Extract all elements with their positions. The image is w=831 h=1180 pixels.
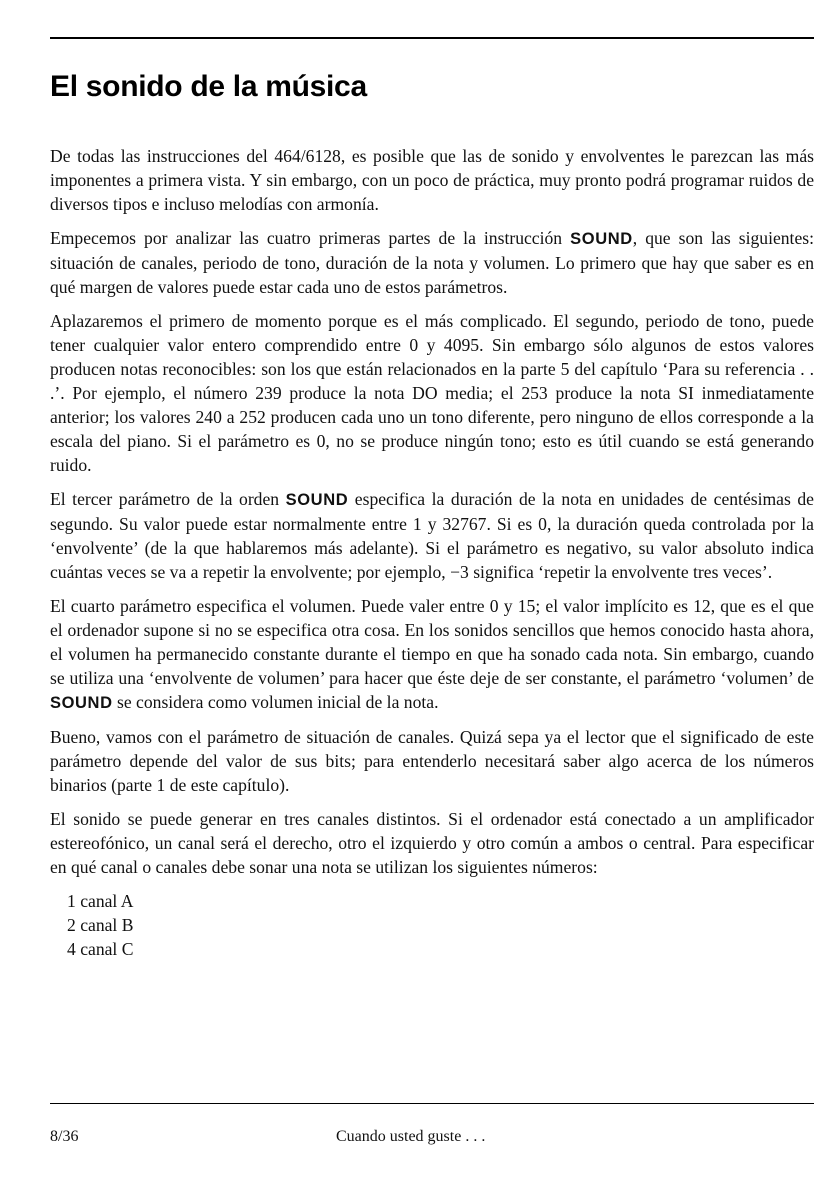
paragraph-channels: El sonido se puede generar en tres canales distintos. Si el ordenador está conectado a un amplificador estereofónico, un canal será el derecho, otro el izquierdo y otro común a ambos o central. Para especificar en qué canal o canales debe sonar una nota se utilizan los siguientes números: [50, 809, 814, 877]
running-title: Cuando usted guste . . . [336, 1128, 486, 1145]
page-title: El sonido de la música [50, 70, 367, 103]
paragraph-channels-intro: Bueno, vamos con el parámetro de situación de canales. Quizá sepa ya el lector que el significado de este parámetro depende del valor de sus bits; para entenderlo necesitará saber algo acerca de los números binarios (parte 1 de este capítulo). [50, 727, 814, 795]
list-item: 1 canal A [67, 891, 134, 911]
keyword-sound: SOUND [285, 491, 349, 509]
list-item: 4 canal C [67, 939, 134, 959]
body-text [50, 144, 814, 961]
paragraph-sound-parts: Empecemos por analizar las cuatro primeras partes de la instrucción SOUND, que son las siguientes: situación de canales, periodo de tono, duración de la nota y volumen. Lo primero que hay que saber es en qué margen de valores puede estar cada uno de estos parámetros. [50, 228, 814, 297]
paragraph-volume: El cuarto parámetro especifica el volumen. Puede valer entre 0 y 15; el valor implícito es 12, que es el que el ordenador supone si no se especifica otra cosa. En los sonidos sencillos que hemos conocido hasta ahora, el volumen ha permanecido constante durante el tiempo en que ha sonado cada nota. Sin embargo, cuando se utiliza una ‘envolvente de volumen’ para hacer que éste deje de ser constante, el parámetro ‘volumen’ de SOUND se considera como volumen inicial de la nota. [50, 596, 814, 712]
page-number: 8/36 [50, 1128, 79, 1145]
keyword-sound: SOUND [50, 694, 113, 712]
channel-list [50, 889, 814, 961]
paragraph-tone-period: Aplazaremos el primero de momento porque es el más complicado. El segundo, periodo de tono, puede tener cualquier valor entero comprendido entre 0 y 4095. Sin embargo sólo algunos de estos valores producen notas reconocibles: son los que están relacionados en la parte 5 del capítulo ‘Para su referencia . . .’. Por ejemplo, el número 239 produce la nota DO media; el 253 produce la nota SI inmediatamente anterior; los valores 240 a 252 producen cada uno un tono diferente, pero ninguno de ellos corresponde a la escala del piano. Si el parámetro es 0, no se produce ningún tono; esto es útil cuando se está generando ruido. [50, 311, 814, 475]
top-rule [50, 37, 814, 39]
keyword-sound: SOUND [570, 230, 633, 248]
paragraph-intro: De todas las instrucciones del 464/6128, es posible que las de sonido y envolventes le parezcan las más imponentes a primera vista. Y sin embargo, con un poco de práctica, muy pronto podrá programar ruidos de diversos tipos e incluso melodías con armonía. [50, 146, 814, 214]
paragraph-duration: El tercer parámetro de la orden SOUND especifica la duración de la nota en unidades de centésimas de segundo. Su valor puede estar normalmente entre 1 y 32767. Si es 0, la duración queda controlada por la ‘envolvente’ (de la que hablaremos más adelante). Si el parámetro es negativo, su valor absoluto indica cuántas veces se va a repetir la envolvente; por ejemplo, −3 significa ‘repetir la envolvente tres veces’. [50, 489, 814, 582]
list-item: 2 canal B [67, 915, 134, 935]
bottom-rule [50, 1103, 814, 1104]
